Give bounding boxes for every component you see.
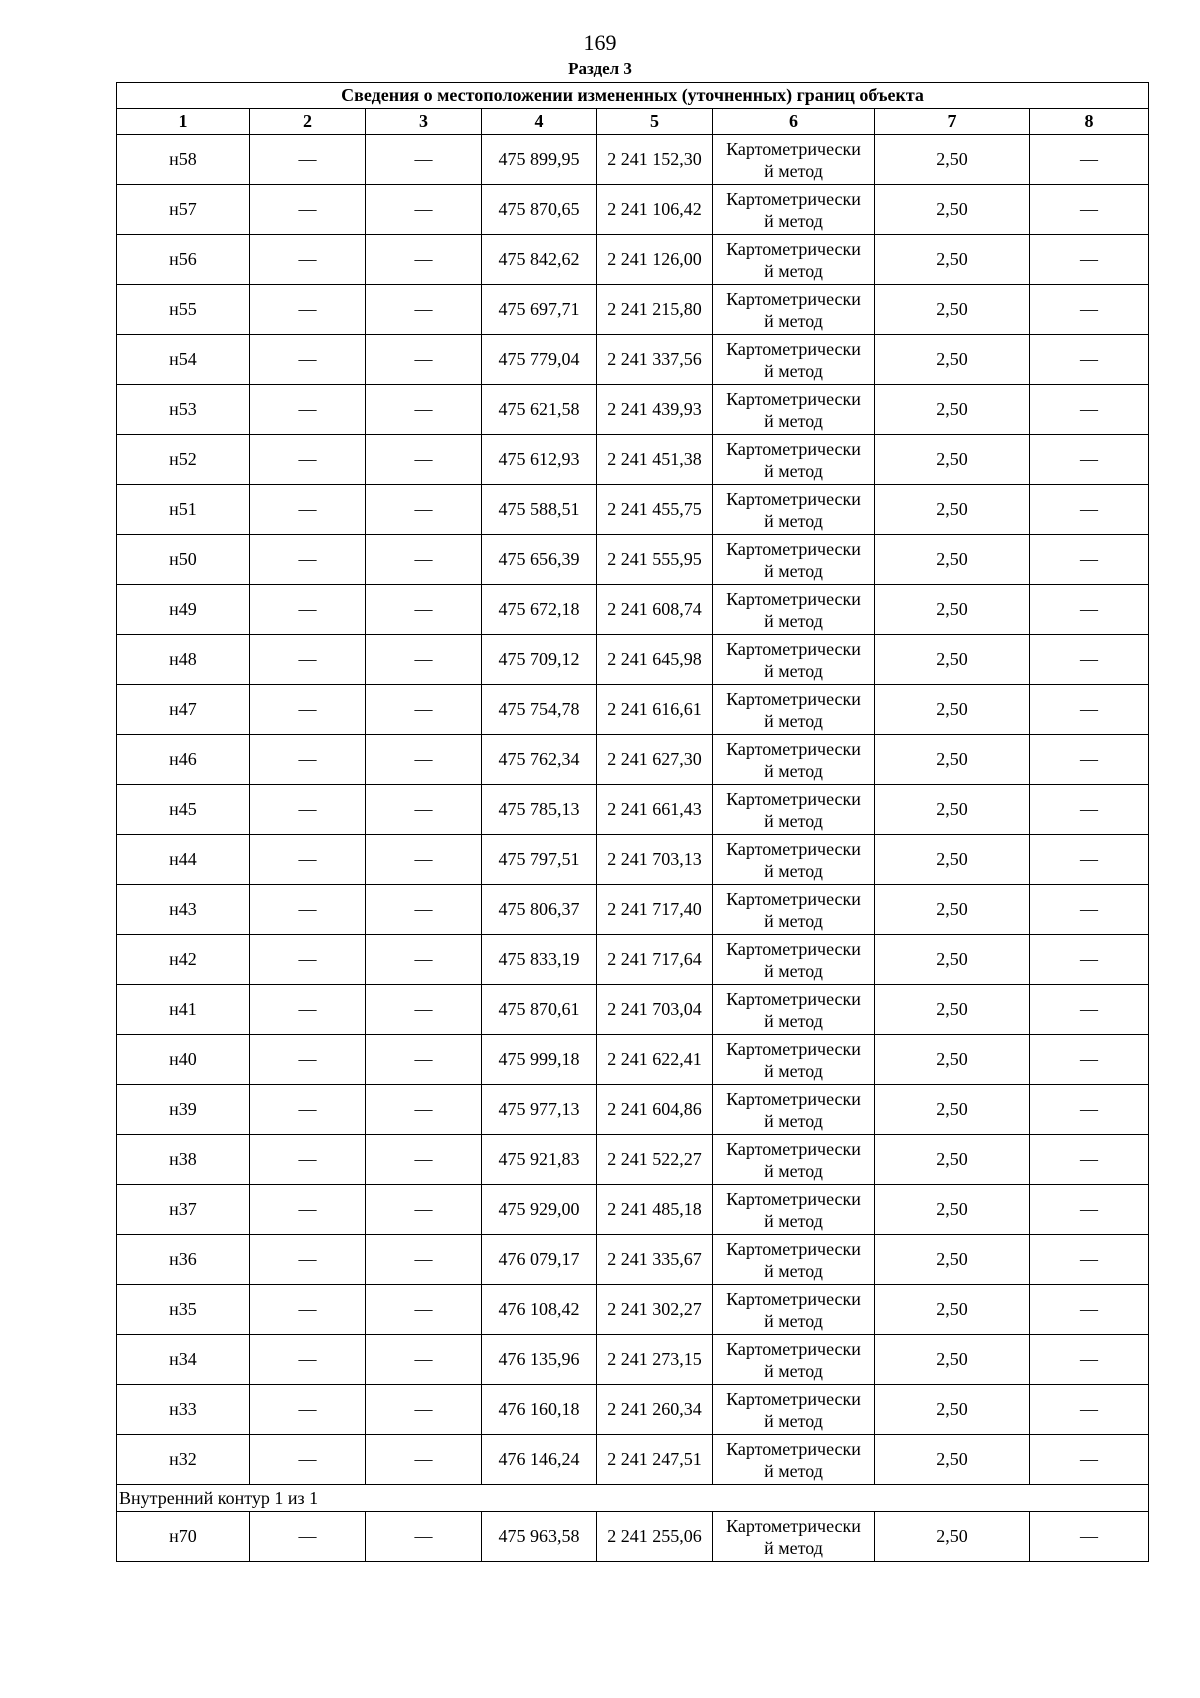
y-coordinate-cell: 2 241 703,04 bbox=[597, 985, 713, 1035]
method-cell: Картометрически й метод bbox=[713, 785, 875, 835]
method-cell: Картометрически й метод bbox=[713, 585, 875, 635]
method-cell: Картометрически й метод bbox=[713, 335, 875, 385]
y-coordinate-cell: 2 241 608,74 bbox=[597, 585, 713, 635]
accuracy-cell: 2,50 bbox=[875, 535, 1030, 585]
y-coordinate-cell: 2 241 455,75 bbox=[597, 485, 713, 535]
accuracy-cell: 2,50 bbox=[875, 1435, 1030, 1485]
y-coordinate-cell: 2 241 717,40 bbox=[597, 885, 713, 935]
accuracy-cell: 2,50 bbox=[875, 985, 1030, 1035]
column-number: 8 bbox=[1030, 109, 1149, 135]
method-cell: Картометрически й метод bbox=[713, 1385, 875, 1435]
empty-cell: — bbox=[1030, 1512, 1149, 1562]
empty-cell: — bbox=[1030, 185, 1149, 235]
method-cell: Картометрически й метод bbox=[713, 135, 875, 185]
empty-cell: — bbox=[250, 685, 366, 735]
point-id-cell: н56 bbox=[117, 235, 250, 285]
point-id-cell: н39 bbox=[117, 1085, 250, 1135]
x-coordinate-cell: 475 929,00 bbox=[482, 1185, 597, 1235]
accuracy-cell: 2,50 bbox=[875, 1512, 1030, 1562]
accuracy-cell: 2,50 bbox=[875, 1285, 1030, 1335]
point-id-cell: н35 bbox=[117, 1285, 250, 1335]
empty-cell: — bbox=[250, 1435, 366, 1485]
point-id-cell: н47 bbox=[117, 685, 250, 735]
column-number-row bbox=[117, 109, 1149, 135]
empty-cell: — bbox=[366, 1335, 482, 1385]
point-id-cell: н52 bbox=[117, 435, 250, 485]
accuracy-cell: 2,50 bbox=[875, 185, 1030, 235]
empty-cell: — bbox=[366, 1285, 482, 1335]
empty-cell: — bbox=[1030, 585, 1149, 635]
empty-cell: — bbox=[366, 285, 482, 335]
x-coordinate-cell: 475 697,71 bbox=[482, 285, 597, 335]
table-row bbox=[117, 685, 1149, 735]
empty-cell: — bbox=[1030, 635, 1149, 685]
table-row bbox=[117, 485, 1149, 535]
y-coordinate-cell: 2 241 703,13 bbox=[597, 835, 713, 885]
table-row bbox=[117, 1512, 1149, 1562]
accuracy-cell: 2,50 bbox=[875, 485, 1030, 535]
method-cell: Картометрически й метод bbox=[713, 1512, 875, 1562]
empty-cell: — bbox=[250, 1185, 366, 1235]
empty-cell: — bbox=[250, 585, 366, 635]
table-row bbox=[117, 635, 1149, 685]
table-row bbox=[117, 1235, 1149, 1285]
y-coordinate-cell: 2 241 451,38 bbox=[597, 435, 713, 485]
empty-cell: — bbox=[250, 1385, 366, 1435]
table-row bbox=[117, 1435, 1149, 1485]
x-coordinate-cell: 476 135,96 bbox=[482, 1335, 597, 1385]
table-row bbox=[117, 985, 1149, 1035]
point-id-cell: н45 bbox=[117, 785, 250, 835]
x-coordinate-cell: 476 160,18 bbox=[482, 1385, 597, 1435]
empty-cell: — bbox=[366, 635, 482, 685]
empty-cell: — bbox=[1030, 1335, 1149, 1385]
empty-cell: — bbox=[366, 385, 482, 435]
empty-cell: — bbox=[366, 1185, 482, 1235]
method-cell: Картометрически й метод bbox=[713, 1435, 875, 1485]
table-row bbox=[117, 1385, 1149, 1435]
empty-cell: — bbox=[366, 535, 482, 585]
y-coordinate-cell: 2 241 255,06 bbox=[597, 1512, 713, 1562]
accuracy-cell: 2,50 bbox=[875, 435, 1030, 485]
y-coordinate-cell: 2 241 106,42 bbox=[597, 185, 713, 235]
table-row bbox=[117, 135, 1149, 185]
table-row bbox=[117, 185, 1149, 235]
point-id-cell: н42 bbox=[117, 935, 250, 985]
column-number: 7 bbox=[875, 109, 1030, 135]
empty-cell: — bbox=[366, 985, 482, 1035]
empty-cell: — bbox=[366, 435, 482, 485]
empty-cell: — bbox=[1030, 885, 1149, 935]
y-coordinate-cell: 2 241 717,64 bbox=[597, 935, 713, 985]
method-cell: Картометрически й метод bbox=[713, 1135, 875, 1185]
y-coordinate-cell: 2 241 215,80 bbox=[597, 285, 713, 335]
point-id-cell: н33 bbox=[117, 1385, 250, 1435]
empty-cell: — bbox=[1030, 335, 1149, 385]
empty-cell: — bbox=[1030, 1185, 1149, 1235]
method-cell: Картометрически й метод bbox=[713, 1235, 875, 1285]
empty-cell: — bbox=[250, 285, 366, 335]
empty-cell: — bbox=[1030, 285, 1149, 335]
empty-cell: — bbox=[366, 485, 482, 535]
point-id-cell: н51 bbox=[117, 485, 250, 535]
point-id-cell: н54 bbox=[117, 335, 250, 385]
table-row bbox=[117, 1285, 1149, 1335]
empty-cell: — bbox=[250, 1135, 366, 1185]
method-cell: Картометрически й метод bbox=[713, 285, 875, 335]
table-row bbox=[117, 235, 1149, 285]
empty-cell: — bbox=[366, 835, 482, 885]
table-row bbox=[117, 535, 1149, 585]
empty-cell: — bbox=[366, 1512, 482, 1562]
method-cell: Картометрически й метод bbox=[713, 835, 875, 885]
empty-cell: — bbox=[366, 335, 482, 385]
empty-cell: — bbox=[366, 1435, 482, 1485]
empty-cell: — bbox=[1030, 985, 1149, 1035]
x-coordinate-cell: 475 621,58 bbox=[482, 385, 597, 435]
x-coordinate-cell: 475 963,58 bbox=[482, 1512, 597, 1562]
method-cell: Картометрически й метод bbox=[713, 1085, 875, 1135]
point-id-cell: н36 bbox=[117, 1235, 250, 1285]
method-cell: Картометрически й метод bbox=[713, 985, 875, 1035]
accuracy-cell: 2,50 bbox=[875, 885, 1030, 935]
point-id-cell: н50 bbox=[117, 535, 250, 585]
empty-cell: — bbox=[1030, 1385, 1149, 1435]
x-coordinate-cell: 475 833,19 bbox=[482, 935, 597, 985]
column-number: 3 bbox=[366, 109, 482, 135]
method-cell: Картометрически й метод bbox=[713, 485, 875, 535]
empty-cell: — bbox=[366, 235, 482, 285]
accuracy-cell: 2,50 bbox=[875, 1335, 1030, 1385]
accuracy-cell: 2,50 bbox=[875, 785, 1030, 835]
point-id-cell: н57 bbox=[117, 185, 250, 235]
accuracy-cell: 2,50 bbox=[875, 635, 1030, 685]
x-coordinate-cell: 476 079,17 bbox=[482, 1235, 597, 1285]
point-id-cell: н58 bbox=[117, 135, 250, 185]
x-coordinate-cell: 475 870,65 bbox=[482, 185, 597, 235]
y-coordinate-cell: 2 241 302,27 bbox=[597, 1285, 713, 1335]
empty-cell: — bbox=[366, 935, 482, 985]
y-coordinate-cell: 2 241 152,30 bbox=[597, 135, 713, 185]
table-row bbox=[117, 285, 1149, 335]
table-row bbox=[117, 1185, 1149, 1235]
accuracy-cell: 2,50 bbox=[875, 1085, 1030, 1135]
y-coordinate-cell: 2 241 604,86 bbox=[597, 1085, 713, 1135]
x-coordinate-cell: 475 612,93 bbox=[482, 435, 597, 485]
method-cell: Картометрически й метод bbox=[713, 235, 875, 285]
empty-cell: — bbox=[250, 635, 366, 685]
y-coordinate-cell: 2 241 645,98 bbox=[597, 635, 713, 685]
empty-cell: — bbox=[1030, 835, 1149, 885]
empty-cell: — bbox=[1030, 235, 1149, 285]
table-row bbox=[117, 585, 1149, 635]
empty-cell: — bbox=[366, 185, 482, 235]
x-coordinate-cell: 476 108,42 bbox=[482, 1285, 597, 1335]
x-coordinate-cell: 475 977,13 bbox=[482, 1085, 597, 1135]
point-id-cell: н40 bbox=[117, 1035, 250, 1085]
empty-cell: — bbox=[250, 1285, 366, 1335]
y-coordinate-cell: 2 241 335,67 bbox=[597, 1235, 713, 1285]
empty-cell: — bbox=[1030, 485, 1149, 535]
y-coordinate-cell: 2 241 622,41 bbox=[597, 1035, 713, 1085]
accuracy-cell: 2,50 bbox=[875, 285, 1030, 335]
accuracy-cell: 2,50 bbox=[875, 135, 1030, 185]
method-cell: Картометрически й метод bbox=[713, 885, 875, 935]
table-row bbox=[117, 1335, 1149, 1385]
table-row bbox=[117, 1035, 1149, 1085]
x-coordinate-cell: 476 146,24 bbox=[482, 1435, 597, 1485]
method-cell: Картометрически й метод bbox=[713, 535, 875, 585]
point-id-cell: н49 bbox=[117, 585, 250, 635]
point-id-cell: н53 bbox=[117, 385, 250, 435]
empty-cell: — bbox=[250, 1035, 366, 1085]
accuracy-cell: 2,50 bbox=[875, 1185, 1030, 1235]
empty-cell: — bbox=[1030, 1035, 1149, 1085]
point-id-cell: н48 bbox=[117, 635, 250, 685]
x-coordinate-cell: 475 785,13 bbox=[482, 785, 597, 835]
empty-cell: — bbox=[250, 885, 366, 935]
y-coordinate-cell: 2 241 260,34 bbox=[597, 1385, 713, 1435]
method-cell: Картометрически й метод bbox=[713, 435, 875, 485]
accuracy-cell: 2,50 bbox=[875, 735, 1030, 785]
empty-cell: — bbox=[1030, 1435, 1149, 1485]
method-cell: Картометрически й метод bbox=[713, 635, 875, 685]
x-coordinate-cell: 475 806,37 bbox=[482, 885, 597, 935]
x-coordinate-cell: 475 999,18 bbox=[482, 1035, 597, 1085]
contour-label-row bbox=[117, 1485, 1149, 1512]
y-coordinate-cell: 2 241 485,18 bbox=[597, 1185, 713, 1235]
y-coordinate-cell: 2 241 126,00 bbox=[597, 235, 713, 285]
column-number: 5 bbox=[597, 109, 713, 135]
y-coordinate-cell: 2 241 555,95 bbox=[597, 535, 713, 585]
method-cell: Картометрически й метод bbox=[713, 935, 875, 985]
point-id-cell: н44 bbox=[117, 835, 250, 885]
empty-cell: — bbox=[250, 535, 366, 585]
x-coordinate-cell: 475 656,39 bbox=[482, 535, 597, 585]
accuracy-cell: 2,50 bbox=[875, 335, 1030, 385]
method-cell: Картометрически й метод bbox=[713, 1185, 875, 1235]
column-number: 2 bbox=[250, 109, 366, 135]
empty-cell: — bbox=[250, 135, 366, 185]
accuracy-cell: 2,50 bbox=[875, 1235, 1030, 1285]
empty-cell: — bbox=[1030, 1135, 1149, 1185]
accuracy-cell: 2,50 bbox=[875, 1135, 1030, 1185]
point-id-cell: н46 bbox=[117, 735, 250, 785]
method-cell: Картометрически й метод bbox=[713, 1035, 875, 1085]
empty-cell: — bbox=[250, 735, 366, 785]
x-coordinate-cell: 475 870,61 bbox=[482, 985, 597, 1035]
empty-cell: — bbox=[366, 1235, 482, 1285]
x-coordinate-cell: 475 709,12 bbox=[482, 635, 597, 685]
empty-cell: — bbox=[250, 1235, 366, 1285]
page-number: 169 bbox=[583, 30, 617, 55]
empty-cell: — bbox=[250, 335, 366, 385]
accuracy-cell: 2,50 bbox=[875, 835, 1030, 885]
empty-cell: — bbox=[250, 185, 366, 235]
method-cell: Картометрически й метод bbox=[713, 1335, 875, 1385]
empty-cell: — bbox=[366, 785, 482, 835]
empty-cell: — bbox=[250, 935, 366, 985]
accuracy-cell: 2,50 bbox=[875, 385, 1030, 435]
table-row bbox=[117, 935, 1149, 985]
empty-cell: — bbox=[366, 1135, 482, 1185]
y-coordinate-cell: 2 241 522,27 bbox=[597, 1135, 713, 1185]
accuracy-cell: 2,50 bbox=[875, 1035, 1030, 1085]
accuracy-cell: 2,50 bbox=[875, 235, 1030, 285]
method-cell: Картометрически й метод bbox=[713, 735, 875, 785]
empty-cell: — bbox=[366, 585, 482, 635]
table-row bbox=[117, 735, 1149, 785]
x-coordinate-cell: 475 921,83 bbox=[482, 1135, 597, 1185]
table-row bbox=[117, 1085, 1149, 1135]
point-id-cell: н41 bbox=[117, 985, 250, 1035]
empty-cell: — bbox=[250, 235, 366, 285]
contour-label: Внутренний контур 1 из 1 bbox=[117, 1485, 1149, 1512]
table-row bbox=[117, 835, 1149, 885]
empty-cell: — bbox=[1030, 1285, 1149, 1335]
table-row bbox=[117, 385, 1149, 435]
method-cell: Картометрически й метод bbox=[713, 385, 875, 435]
empty-cell: — bbox=[1030, 435, 1149, 485]
y-coordinate-cell: 2 241 627,30 bbox=[597, 735, 713, 785]
empty-cell: — bbox=[250, 385, 366, 435]
method-cell: Картометрически й метод bbox=[713, 685, 875, 735]
empty-cell: — bbox=[366, 685, 482, 735]
empty-cell: — bbox=[250, 435, 366, 485]
empty-cell: — bbox=[1030, 135, 1149, 185]
empty-cell: — bbox=[250, 1512, 366, 1562]
empty-cell: — bbox=[1030, 785, 1149, 835]
empty-cell: — bbox=[1030, 935, 1149, 985]
point-id-cell: н55 bbox=[117, 285, 250, 335]
empty-cell: — bbox=[366, 135, 482, 185]
point-id-cell: н37 bbox=[117, 1185, 250, 1235]
column-number: 4 bbox=[482, 109, 597, 135]
empty-cell: — bbox=[366, 1085, 482, 1135]
method-cell: Картометрически й метод bbox=[713, 185, 875, 235]
empty-cell: — bbox=[250, 485, 366, 535]
y-coordinate-cell: 2 241 337,56 bbox=[597, 335, 713, 385]
x-coordinate-cell: 475 762,34 bbox=[482, 735, 597, 785]
section-title: Раздел 3 bbox=[568, 59, 632, 78]
table-row bbox=[117, 885, 1149, 935]
point-id-cell: н38 bbox=[117, 1135, 250, 1185]
x-coordinate-cell: 475 899,95 bbox=[482, 135, 597, 185]
y-coordinate-cell: 2 241 661,43 bbox=[597, 785, 713, 835]
x-coordinate-cell: 475 672,18 bbox=[482, 585, 597, 635]
y-coordinate-cell: 2 241 616,61 bbox=[597, 685, 713, 735]
table-row bbox=[117, 435, 1149, 485]
empty-cell: — bbox=[1030, 685, 1149, 735]
y-coordinate-cell: 2 241 439,93 bbox=[597, 385, 713, 435]
empty-cell: — bbox=[250, 785, 366, 835]
accuracy-cell: 2,50 bbox=[875, 1385, 1030, 1435]
coordinates-table bbox=[116, 82, 1149, 1562]
empty-cell: — bbox=[366, 1385, 482, 1435]
point-id-cell: н34 bbox=[117, 1335, 250, 1385]
empty-cell: — bbox=[250, 1335, 366, 1385]
table-row bbox=[117, 335, 1149, 385]
x-coordinate-cell: 475 797,51 bbox=[482, 835, 597, 885]
empty-cell: — bbox=[250, 835, 366, 885]
x-coordinate-cell: 475 588,51 bbox=[482, 485, 597, 535]
point-id-cell: н32 bbox=[117, 1435, 250, 1485]
point-id-cell: н70 bbox=[117, 1512, 250, 1562]
y-coordinate-cell: 2 241 247,51 bbox=[597, 1435, 713, 1485]
empty-cell: — bbox=[1030, 535, 1149, 585]
empty-cell: — bbox=[1030, 1085, 1149, 1135]
accuracy-cell: 2,50 bbox=[875, 935, 1030, 985]
empty-cell: — bbox=[366, 735, 482, 785]
empty-cell: — bbox=[1030, 1235, 1149, 1285]
accuracy-cell: 2,50 bbox=[875, 585, 1030, 635]
x-coordinate-cell: 475 779,04 bbox=[482, 335, 597, 385]
point-id-cell: н43 bbox=[117, 885, 250, 935]
accuracy-cell: 2,50 bbox=[875, 685, 1030, 735]
table-row bbox=[117, 785, 1149, 835]
y-coordinate-cell: 2 241 273,15 bbox=[597, 1335, 713, 1385]
table-row bbox=[117, 1135, 1149, 1185]
method-cell: Картометрически й метод bbox=[713, 1285, 875, 1335]
empty-cell: — bbox=[366, 885, 482, 935]
empty-cell: — bbox=[1030, 735, 1149, 785]
table-caption: Сведения о местоположении измененных (уточненных) границ объекта bbox=[117, 83, 1149, 109]
empty-cell: — bbox=[250, 985, 366, 1035]
column-number: 1 bbox=[117, 109, 250, 135]
x-coordinate-cell: 475 842,62 bbox=[482, 235, 597, 285]
x-coordinate-cell: 475 754,78 bbox=[482, 685, 597, 735]
empty-cell: — bbox=[366, 1035, 482, 1085]
empty-cell: — bbox=[1030, 385, 1149, 435]
column-number: 6 bbox=[713, 109, 875, 135]
empty-cell: — bbox=[250, 1085, 366, 1135]
